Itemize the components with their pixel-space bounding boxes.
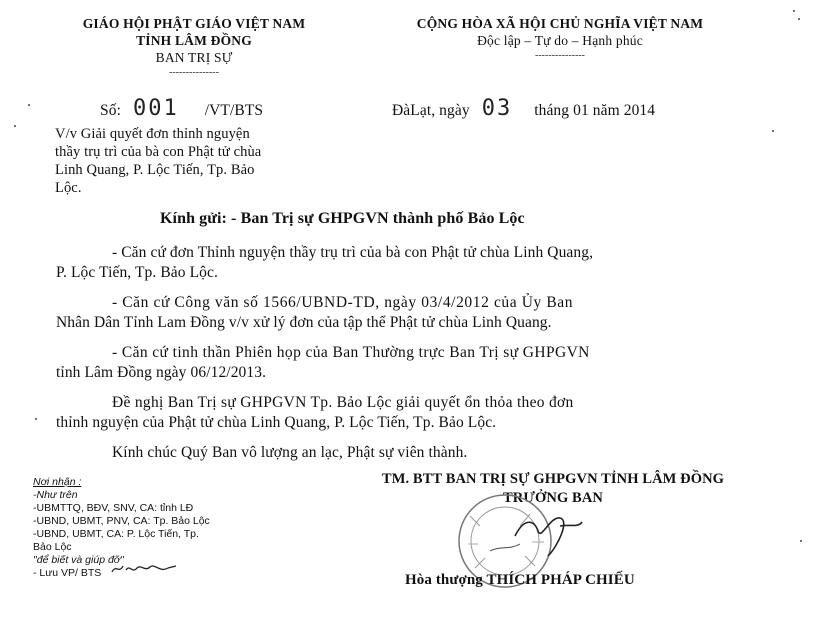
recipient-item: "để biết và giúp đỡ": [33, 554, 124, 566]
date-day-handwritten: 03: [481, 96, 513, 121]
scan-speck: [800, 540, 802, 542]
paragraph-1-line1: - Căn cứ đơn Thỉnh nguyện thầy trụ trì của bà con Phật tử chùa Linh Quang,: [112, 244, 594, 261]
subject-line4: Lộc.: [55, 180, 82, 196]
left-header-rule: ---------------: [169, 67, 219, 78]
salutation: Kính gửi: - Ban Trị sự GHPGVN thành phố Bảo Lộc: [160, 210, 525, 227]
recipient-item: -UBMTTQ, BĐV, SNV, CA: tỉnh LĐ: [33, 502, 194, 514]
subject-line3: Linh Quang, P. Lộc Tiến, Tp. Bảo: [55, 162, 255, 178]
left-header-line3: BAN TRỊ SỰ: [155, 50, 233, 65]
left-header-line2: TỈNH LÂM ĐỒNG: [136, 33, 252, 48]
scan-speck: [772, 130, 774, 132]
date-rest: tháng 01 năm 2014: [534, 102, 656, 119]
recipient-item: -UBND, UBMT, PNV, CA: Tp. Bảo Lộc: [33, 515, 210, 527]
signature-role: TRƯỞNG BAN: [503, 490, 603, 506]
signatory-name: Hòa thượng THÍCH PHÁP CHIẾU: [405, 572, 635, 588]
signature-org: TM. BTT BAN TRỊ SỰ GHPGVN TỈNH LÂM ĐỒNG: [381, 471, 725, 487]
paragraph-2-line1: - Căn cứ Công văn số 1566/UBND-TD, ngày 03/4/2012 của Ủy Ban: [112, 294, 574, 311]
subject-line1: V/v Giải quyết đơn thỉnh nguyện: [55, 126, 250, 142]
handwritten-initials-icon: [110, 560, 180, 578]
recipients-block: [33, 476, 313, 616]
number-suffix: /VT/BTS: [204, 102, 264, 119]
scan-speck: [14, 125, 16, 127]
recipient-item: - Lưu VP/ BTS: [33, 567, 102, 579]
paragraph-5-closing: Kính chúc Quý Ban vô lượng an lạc, Phật sự viên thành.: [112, 444, 468, 461]
paragraph-3-line2: tỉnh Lâm Đồng ngày 06/12/2013.: [56, 364, 267, 381]
left-header-line1: GIÁO HỘI PHẬT GIÁO VIỆT NAM: [82, 16, 306, 31]
right-header-line1: CỘNG HÒA XÃ HỘI CHỦ NGHĨA VIỆT NAM: [416, 16, 704, 31]
scan-speck: [793, 10, 795, 12]
document-number: [100, 96, 263, 121]
document-date: [392, 96, 655, 121]
subject-line2: thầy trụ trì của bà con Phật tử chùa: [55, 144, 262, 160]
date-place: ĐàLạt, ngày: [392, 102, 470, 119]
scan-speck: [28, 104, 30, 106]
paragraph-4-line2: thỉnh nguyện của Phật tử chùa Linh Quang, P. Lộc Tiến, Tp. Bảo Lộc.: [56, 414, 497, 431]
recipient-item: -Như trên: [33, 489, 78, 501]
paragraph-2-line2: Nhân Dân Tỉnh Lam Đồng v/v xử lý đơn của tập thể Phật tử chùa Linh Quang.: [56, 314, 552, 331]
paragraph-1-line2: P. Lộc Tiến, Tp. Bảo Lộc.: [56, 264, 218, 281]
paragraph-4-line1: Đề nghị Ban Trị sự GHPGVN Tp. Bảo Lộc giải quyết ổn thỏa theo đơn: [112, 394, 574, 411]
right-header-rule: ---------------: [535, 50, 585, 61]
number-label: Số:: [100, 102, 121, 119]
scan-speck: [35, 418, 37, 420]
scan-speck: [798, 18, 800, 20]
recipient-item: Bảo Lộc: [33, 541, 72, 553]
recipient-item: -UBND, UBMT, CA: P. Lộc Tiến, Tp.: [33, 528, 199, 540]
number-handwritten: 001: [132, 96, 179, 121]
recipients-title: Nơi nhận :: [33, 476, 82, 488]
paragraph-3-line1: - Căn cứ tinh thần Phiên họp của Ban Thường trực Ban Trị sự GHPGVN: [112, 344, 590, 361]
right-header-motto: Độc lập – Tự do – Hạnh phúc: [477, 33, 643, 48]
